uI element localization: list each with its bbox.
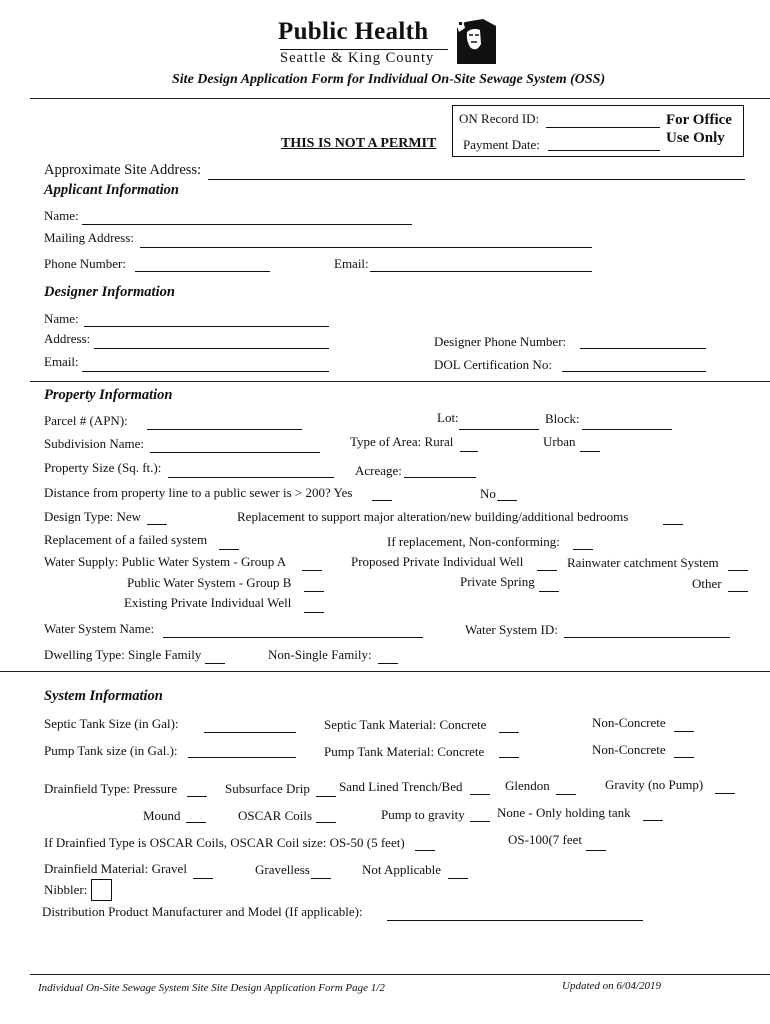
on-record-id-label: ON Record ID: [459, 111, 540, 126]
area-urban-check[interactable] [580, 451, 600, 452]
property-heading: Property Information [44, 387, 173, 403]
pump-gravity-check[interactable] [470, 821, 490, 822]
applicant-heading: Applicant Information [44, 182, 179, 198]
area-rural-label: Type of Area: Rural [350, 434, 454, 449]
septic-size-field[interactable] [204, 732, 296, 733]
designer-phone-label: Designer Phone Number: [434, 334, 567, 349]
septic-size-label: Septic Tank Size (in Gal): [44, 716, 179, 731]
existing-well-label: Existing Private Individual Well [124, 595, 292, 610]
sand-lined-label: Sand Lined Trench/Bed [339, 779, 463, 794]
designer-phone-field[interactable] [580, 348, 706, 349]
lot-field[interactable] [459, 429, 539, 430]
area-urban-label: Urban [543, 434, 576, 449]
dwelling-single-check[interactable] [205, 663, 225, 664]
drainfield-pressure-label: Drainfield Type: Pressure [44, 781, 178, 796]
design-new-label: Design Type: New [44, 509, 142, 524]
designer-heading: Designer Information [44, 284, 175, 300]
pump-non-concrete-label: Non-Concrete [592, 742, 666, 757]
holding-tank-check[interactable] [643, 820, 663, 821]
nibbler-label: Nibbler: [44, 882, 88, 897]
replacement-failed-label: Replacement of a failed system [44, 532, 208, 547]
property-size-field[interactable] [168, 477, 334, 478]
material-gravel-label: Drainfield Material: Gravel [44, 861, 187, 876]
on-record-id-field[interactable] [546, 127, 660, 128]
divider [30, 98, 770, 99]
applicant-phone-field[interactable] [135, 271, 270, 272]
dol-cert-label: DOL Certification No: [434, 357, 552, 372]
property-size-label: Property Size (Sq. ft.): [44, 460, 162, 475]
dwelling-single-label: Dwelling Type: Single Family [44, 647, 202, 662]
distribution-field[interactable] [387, 920, 643, 921]
water-group-a-check[interactable] [302, 570, 322, 571]
designer-email-label: Email: [44, 354, 79, 369]
parcel-label: Parcel # (APN): [44, 413, 128, 428]
water-system-name-field[interactable] [163, 637, 423, 638]
septic-concrete-check[interactable] [499, 732, 519, 733]
designer-name-label: Name: [44, 311, 79, 326]
existing-well-check[interactable] [304, 612, 324, 613]
pump-non-concrete-check[interactable] [674, 757, 694, 758]
septic-concrete-label: Septic Tank Material: Concrete [324, 717, 487, 732]
mound-check[interactable] [186, 822, 206, 823]
payment-date-label: Payment Date: [463, 137, 540, 152]
logo-subtitle: Seattle & King County [280, 50, 435, 66]
mailing-address-label: Mailing Address: [44, 230, 134, 245]
applicant-email-field[interactable] [370, 271, 592, 272]
material-gravel-check[interactable] [193, 878, 213, 879]
private-spring-check[interactable] [539, 591, 559, 592]
pump-concrete-check[interactable] [499, 757, 519, 758]
water-system-id-field[interactable] [564, 637, 730, 638]
gravity-label: Gravity (no Pump) [605, 777, 704, 792]
dwelling-non-single-label: Non-Single Family: [268, 647, 372, 662]
system-heading: System Information [44, 688, 163, 704]
water-other-label: Other [692, 576, 722, 591]
water-group-b-label: Public Water System - Group B [127, 575, 292, 590]
for-office-label: For Office [666, 112, 732, 128]
subsurface-drip-label: Subsurface Drip [225, 781, 310, 796]
block-field[interactable] [582, 429, 672, 430]
mailing-address-field[interactable] [140, 247, 592, 248]
water-system-name-label: Water System Name: [44, 621, 155, 636]
private-spring-label: Private Spring [460, 574, 535, 589]
nonconforming-check[interactable] [573, 549, 593, 550]
water-group-b-check[interactable] [304, 591, 324, 592]
sewer-no-check[interactable] [497, 500, 517, 501]
water-system-id-label: Water System ID: [465, 622, 558, 637]
footer-updated: Updated on 6/04/2019 [562, 980, 661, 992]
replacement-failed-check[interactable] [219, 549, 239, 550]
lot-label: Lot: [437, 410, 459, 425]
distribution-label: Distribution Product Manufacturer and Model (If applicable): [42, 904, 363, 919]
subdivision-field[interactable] [150, 452, 320, 453]
dol-cert-field[interactable] [562, 371, 706, 372]
acreage-field[interactable] [404, 477, 476, 478]
applicant-name-field[interactable] [82, 224, 412, 225]
gravelless-check[interactable] [311, 878, 331, 879]
use-only-label: Use Only [666, 130, 725, 146]
subdivision-label: Subdivision Name: [44, 436, 145, 451]
glendon-label: Glendon [505, 778, 550, 793]
applicant-name-label: Name: [44, 208, 79, 223]
divider [0, 671, 770, 672]
logo-portrait-icon [453, 18, 497, 64]
site-address-field[interactable] [208, 179, 745, 180]
form-title: Site Design Application Form for Individual On-Site Sewage System (OSS) [172, 72, 606, 87]
oscar-size-label: If Drainfied Type is OSCAR Coils, OSCAR Coil size: OS-50 (5 feet) [44, 835, 405, 850]
area-rural-check[interactable] [460, 451, 478, 452]
pump-size-field[interactable] [188, 757, 296, 758]
nibbler-checkbox[interactable] [91, 879, 112, 901]
sewer-yes-check[interactable] [372, 500, 392, 501]
glendon-check[interactable] [556, 794, 576, 795]
payment-date-field[interactable] [548, 150, 660, 151]
os50-check[interactable] [415, 850, 435, 851]
designer-address-label: Address: [44, 331, 91, 346]
block-label: Block: [545, 411, 580, 426]
water-group-a-label: Water Supply: Public Water System - Group A [44, 554, 287, 569]
parcel-field[interactable] [147, 429, 302, 430]
divider [30, 381, 770, 382]
rainwater-check[interactable] [728, 570, 748, 571]
subsurface-drip-check[interactable] [316, 796, 336, 797]
not-applicable-label: Not Applicable [362, 862, 442, 877]
sand-lined-check[interactable] [470, 794, 490, 795]
sewer-no-label: No [480, 486, 496, 501]
septic-non-concrete-check[interactable] [674, 731, 694, 732]
acreage-label: Acreage: [355, 463, 402, 478]
applicant-email-label: Email: [334, 256, 369, 271]
pump-gravity-label: Pump to gravity [381, 807, 465, 822]
water-other-check[interactable] [728, 591, 748, 592]
designer-email-field[interactable] [82, 371, 329, 372]
not-applicable-check[interactable] [448, 878, 468, 879]
logo-title: Public Health [278, 18, 429, 45]
oscar-coils-label: OSCAR Coils [238, 808, 313, 823]
mound-label: Mound [143, 808, 181, 823]
proposed-well-check[interactable] [537, 570, 557, 571]
rainwater-label: Rainwater catchment System [567, 555, 719, 570]
designer-address-field[interactable] [94, 348, 329, 349]
pump-concrete-label: Pump Tank Material: Concrete [324, 744, 485, 759]
holding-tank-label: None - Only holding tank [497, 805, 631, 820]
drainfield-pressure-check[interactable] [187, 796, 207, 797]
gravity-check[interactable] [715, 793, 735, 794]
os100-label: OS-100(7 feet [508, 832, 583, 847]
septic-non-concrete-label: Non-Concrete [592, 715, 666, 730]
design-new-check[interactable] [147, 524, 167, 525]
os100-check[interactable] [586, 850, 606, 851]
site-address-label: Approximate Site Address: [44, 162, 202, 178]
applicant-phone-label: Phone Number: [44, 256, 126, 271]
footer-left: Individual On-Site Sewage System Site Site Design Application Form Page 1/2 [38, 982, 385, 994]
oscar-coils-check[interactable] [316, 822, 336, 823]
pump-size-label: Pump Tank size (in Gal.): [44, 743, 178, 758]
nonconforming-label: If replacement, Non-conforming: [387, 534, 560, 549]
sewer-distance-label: Distance from property line to a public sewer is > 200? Yes [44, 485, 353, 500]
proposed-well-label: Proposed Private Individual Well [351, 554, 524, 569]
gravelless-label: Gravelless [255, 862, 310, 877]
replacement-support-check[interactable] [663, 524, 683, 525]
divider [30, 974, 770, 975]
not-permit-notice: THIS IS NOT A PERMIT [281, 136, 437, 151]
dwelling-non-single-check[interactable] [378, 663, 398, 664]
designer-name-field[interactable] [84, 326, 329, 327]
replacement-support-label: Replacement to support major alteration/new building/additional bedrooms [237, 509, 629, 524]
